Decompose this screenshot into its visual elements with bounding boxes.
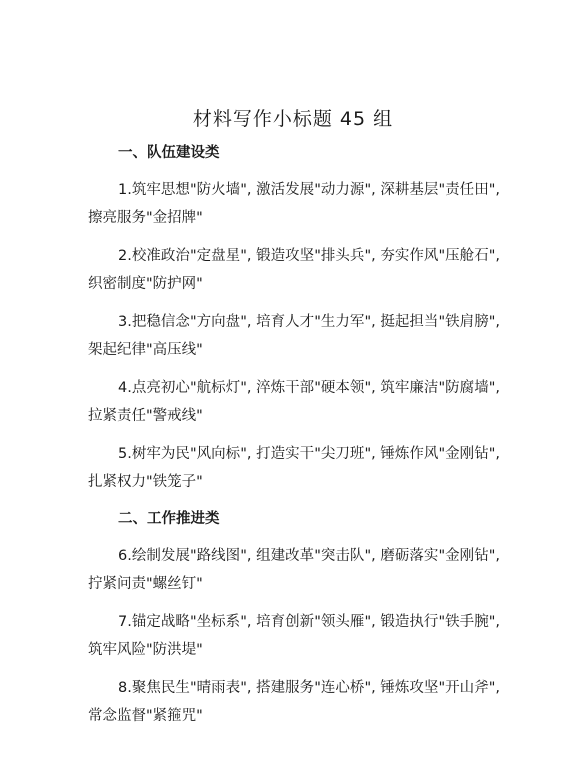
list-item: 6.绘制发展"路线图", 组建改革"突击队", 磨砺落实"金刚钻", 拧紧问责"螺丝钉" bbox=[88, 548, 500, 592]
list-item: 8.聚焦民生"晴雨表", 搭建服务"连心桥", 锤炼攻坚"开山斧", 常念监督"紧箍咒" bbox=[88, 680, 500, 724]
list-item: 7.锚定战略"坐标系", 培育创新"领头雁", 锻造执行"铁手腕", 筑牢风险"防洪堤" bbox=[88, 614, 500, 658]
list-item: 1.筑牢思想"防火墙", 激活发展"动力源", 深耕基层"责任田", 擦亮服务"金招牌" bbox=[88, 182, 500, 226]
list-item: 2.校准政治"定盘星", 锻造攻坚"排头兵", 夯实作风"压舱石", 织密制度"防护网" bbox=[88, 248, 500, 292]
section-work-progress bbox=[88, 506, 500, 730]
section-team-building bbox=[88, 140, 500, 496]
list-item: 3.把稳信念"方向盘", 培育人才"生力军", 挺起担当"铁肩膀", 架起纪律"高压线" bbox=[88, 314, 500, 358]
document-body bbox=[88, 140, 500, 740]
list-item: 5.树牢为民"风向标", 打造实干"尖刀班", 锤炼作风"金刚钻", 扎紧权力"铁笼子" bbox=[88, 446, 500, 490]
list-item: 4.点亮初心"航标灯", 淬炼干部"硬本领", 筑牢廉洁"防腐墙", 拉紧责任"警戒线" bbox=[88, 380, 500, 424]
section-heading: 一、队伍建设类 bbox=[118, 145, 220, 161]
page-title: 材料写作小标题 45 组 bbox=[192, 108, 394, 130]
section-heading: 二、工作推进类 bbox=[118, 511, 220, 527]
